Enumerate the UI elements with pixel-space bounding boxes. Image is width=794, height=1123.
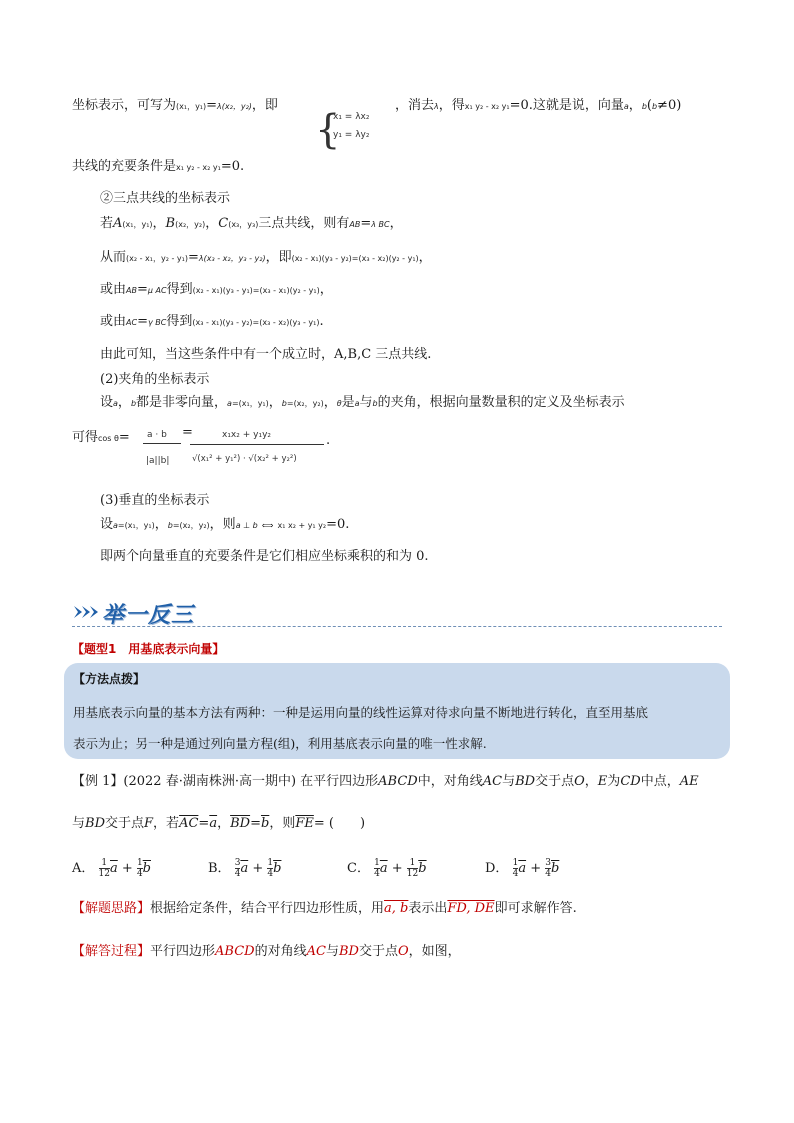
- vector-ac: $\overline{AC}$: [179, 816, 199, 831]
- text: ，: [389, 216, 403, 231]
- point-b: B: [165, 216, 176, 231]
- vector-a: a: [623, 102, 629, 111]
- math: x₁ y₂ - x₂ y₁: [176, 163, 221, 172]
- math: E: [597, 774, 608, 789]
- text: ，若: [153, 816, 180, 831]
- vector-b: b: [281, 399, 287, 408]
- text: =0.: [326, 517, 350, 532]
- subsection-title: ②三点共线的坐标表示: [100, 191, 231, 206]
- text: (: [646, 98, 652, 113]
- vector-b: b: [651, 102, 658, 111]
- vector-b: $\overline{b}$: [273, 861, 282, 876]
- text: =: [360, 216, 372, 231]
- text: =: [136, 282, 148, 297]
- text: ，: [117, 395, 131, 410]
- period: .: [326, 433, 331, 448]
- vector-a: $\overline{a}$: [379, 861, 388, 876]
- math: =(x₂，y₂): [172, 521, 210, 530]
- frac-num: 1: [409, 858, 416, 868]
- text: 与: [359, 395, 373, 410]
- math: (x₂ - x₁)(y₃ - y₂)=(x₃ - x₂)(y₂ - y₁): [291, 254, 419, 263]
- system-eq-2: y₁ = λy₂: [333, 130, 370, 140]
- math: BD: [85, 816, 105, 831]
- plus: +: [121, 861, 133, 876]
- equals: =: [182, 425, 193, 440]
- plus: +: [391, 861, 403, 876]
- text: ，即: [251, 98, 278, 113]
- text: 得到: [166, 282, 193, 297]
- text: = ( ): [313, 816, 366, 831]
- math: (x₁，y₁): [176, 102, 207, 111]
- text: 可得: [72, 430, 99, 445]
- vector-a: $\overline{a}$: [240, 861, 249, 876]
- text: =: [137, 314, 148, 329]
- option-label: A．: [72, 861, 95, 876]
- math: (x₃ - x₁)(y₃ - y₂)=(x₃ - x₂)(y₃ - y₁): [192, 318, 320, 327]
- text: 的对角线: [254, 944, 307, 959]
- math: BD: [515, 774, 536, 789]
- collinear-row-3: [100, 281, 333, 300]
- method-line-1: 用基底表示向量的基本方法有两种：一种是运用向量的线性运算对待求向量不断地进行转化，直至用基底: [73, 705, 649, 720]
- collinear-conclusion: 由此可知，当这些条件中有一个成立时，A,B,C 三点共线.: [100, 347, 432, 362]
- text: 或由: [100, 314, 127, 329]
- text: 交于点: [105, 816, 145, 831]
- para-collinear-line1b: ，消去λ，得x₁ y₂ - x₂ y₁=0.这就是说，向量a，b(b≠0): [395, 98, 682, 113]
- text: .: [319, 314, 324, 329]
- math: ABCD: [215, 944, 255, 959]
- fraction-2-bar: [190, 444, 324, 445]
- vector-b: b: [167, 521, 173, 530]
- math: O: [574, 774, 585, 789]
- plus: +: [530, 861, 542, 876]
- math: AC: [306, 944, 326, 959]
- section-banner: [72, 596, 722, 628]
- text: 与: [325, 944, 339, 959]
- frac-den: 4: [267, 869, 274, 879]
- vector-a: a: [227, 399, 232, 408]
- collinear-row-1: [100, 215, 403, 234]
- text: 中，对角线: [417, 774, 483, 789]
- text: 坐标表示，可写为: [72, 98, 177, 113]
- method-line-2: 表示为止；另一种是通过列向量方程(组)，利用基底表示向量的唯一性求解.: [73, 736, 487, 751]
- text: ，: [319, 282, 333, 297]
- frac-den: 12: [406, 869, 419, 879]
- frac-num: 1: [374, 858, 380, 868]
- text: 根据给定条件，结合平行四边形性质，用: [150, 901, 385, 916]
- text: ，: [154, 517, 168, 532]
- text: 设: [100, 395, 114, 410]
- option-label: D．: [485, 861, 509, 876]
- text: =: [118, 430, 130, 445]
- vector-a: a: [113, 399, 118, 408]
- math: =(x₁，y₁): [231, 399, 269, 408]
- text: =: [187, 250, 199, 265]
- text: 即可求解作答.: [494, 901, 577, 916]
- text: 三点共线，则有: [258, 216, 350, 231]
- vector-b: $\overline{b}$: [551, 861, 560, 876]
- math: a ⊥ b: [235, 521, 258, 530]
- math: a, b: [384, 901, 409, 916]
- vector-b: b: [372, 399, 378, 408]
- process-label: 【解答过程】: [72, 944, 151, 959]
- math: BD: [338, 944, 359, 959]
- text: ，消去: [395, 98, 435, 113]
- perp-line-1: [100, 516, 349, 535]
- para-collinear-line2: [72, 158, 244, 177]
- subsection-title: (3)垂直的坐标表示: [100, 493, 210, 508]
- math: =(x₁，y₁): [117, 521, 155, 530]
- text: 与: [502, 774, 516, 789]
- math: (x₂，y₂): [175, 220, 206, 229]
- vector-bc: λ BC: [371, 220, 390, 229]
- text: ，: [268, 395, 282, 410]
- text: 从而: [100, 250, 127, 265]
- vector-fe: $\overline{FE}$: [295, 816, 314, 831]
- text: 设: [100, 517, 114, 532]
- angle-line-1: [100, 394, 625, 413]
- fraction-1-denominator: |a||b|: [146, 456, 170, 466]
- math: (x₃，y₃): [228, 220, 259, 229]
- math: F: [144, 816, 154, 831]
- point-a: A: [113, 216, 123, 231]
- system-eq-1: x₁ = λx₂: [333, 112, 370, 122]
- text: 与: [72, 816, 86, 831]
- text: ，得: [438, 98, 465, 113]
- vector-a: $\overline{a}$: [209, 816, 218, 831]
- text: 共线的充要条件是: [72, 159, 177, 174]
- brace: {: [315, 107, 341, 153]
- text: 的夹角，根据向量数量积的定义及坐标表示: [377, 395, 625, 410]
- vector-a: a: [113, 521, 118, 530]
- frac-num: 1: [101, 858, 108, 868]
- math: λ(x₂，y₂): [217, 102, 252, 111]
- text: ，则: [209, 517, 236, 532]
- frac-den: 4: [512, 869, 519, 879]
- frac-den: 4: [545, 869, 551, 879]
- frac-den: 12: [98, 869, 110, 879]
- text: 是: [341, 395, 355, 410]
- idea-label: 【解题思路】: [72, 901, 151, 916]
- fraction-2-numerator: x₁x₂ + y₁y₂: [222, 430, 271, 440]
- option-a[interactable]: [72, 857, 151, 879]
- text: 或由: [100, 282, 127, 297]
- frac-den: 4: [136, 869, 143, 879]
- text: ，: [205, 216, 219, 231]
- text: ，: [584, 774, 598, 789]
- vector-ab: AB: [349, 220, 361, 229]
- frac-den: 4: [374, 869, 380, 879]
- math: =(x₂，y₂): [286, 399, 324, 408]
- fraction-1-numerator: a · b: [147, 430, 167, 440]
- vector-bd: $\overline{BD}$: [230, 816, 251, 831]
- text: ，: [217, 816, 231, 831]
- option-b[interactable]: [208, 857, 281, 879]
- text: 【例 1】(2022 春·湖南株洲·高一期中) 在平行四边形: [72, 774, 379, 789]
- collinear-row-4: [100, 313, 324, 332]
- frac-num: 1: [267, 858, 274, 868]
- text: =: [250, 816, 261, 831]
- math: FD, DE: [447, 901, 495, 916]
- text: ，: [323, 395, 337, 410]
- math: (x₁，y₁): [122, 220, 153, 229]
- option-c[interactable]: [347, 857, 427, 879]
- example-line-1: [72, 773, 699, 791]
- math: AE: [679, 774, 699, 789]
- text: ，即: [265, 250, 292, 265]
- method-title: 【方法点拨】: [73, 672, 146, 686]
- text: 得到: [166, 314, 193, 329]
- option-label: C．: [347, 861, 370, 876]
- math: (x₂ - x₁，y₂ - y₁): [126, 254, 188, 263]
- math: x₁ x₂ + y₁ y₂: [277, 521, 327, 530]
- math: CD: [620, 774, 641, 789]
- text: ，: [418, 250, 432, 265]
- text: 为: [607, 774, 621, 789]
- text: 交于点: [358, 944, 398, 959]
- math: O: [397, 944, 409, 959]
- math: (x₂ - x₁)(y₃ - y₁)=(x₃ - x₁)(y₂ - y₁): [192, 286, 320, 295]
- text: =: [206, 98, 218, 113]
- vector-ac: μ AC: [147, 286, 167, 295]
- vector-b: $\overline{b}$: [142, 861, 151, 876]
- option-label: B．: [208, 861, 231, 876]
- text: 交于点: [535, 774, 575, 789]
- perp-conclusion: 即两个向量垂直的充要条件是它们相应坐标乘积的和为 0.: [100, 549, 429, 564]
- vector-a: $\overline{a}$: [518, 861, 527, 876]
- fraction-1-bar: [143, 443, 181, 444]
- collinear-row-2: [100, 249, 432, 268]
- point-c: C: [218, 216, 229, 231]
- frac-num: 3: [234, 858, 241, 868]
- vector-a: a: [354, 399, 360, 408]
- vector-a: $\overline{a}$: [109, 861, 118, 876]
- vector-b: $\overline{b}$: [418, 861, 427, 876]
- solution-process: [72, 943, 461, 961]
- frac-den: 4: [234, 869, 241, 879]
- vector-bc: γ BC: [147, 318, 167, 327]
- text: ，则: [269, 816, 296, 831]
- text: =: [198, 816, 210, 831]
- text: ，: [152, 216, 166, 231]
- angle-formula-lead: [72, 429, 130, 448]
- para-collinear-line1: [72, 97, 278, 116]
- frac-num: 1: [512, 858, 519, 868]
- text: ，如图，: [408, 944, 461, 959]
- frac-num: 3: [545, 858, 551, 868]
- math: cos θ: [98, 434, 119, 443]
- theta: θ: [336, 399, 342, 408]
- math: ABCD: [378, 774, 418, 789]
- subsection-title: (2)夹角的坐标表示: [100, 372, 210, 387]
- math: λ: [434, 102, 439, 111]
- text: 都是非零向量，: [136, 395, 228, 410]
- vector-ac: AC: [126, 318, 138, 327]
- topic-heading: 【题型1 用基底表示向量】: [72, 642, 225, 656]
- vector-b: $\overline{b}$: [260, 816, 270, 831]
- text: =0.这就是说，向量: [509, 98, 624, 113]
- math: AC: [482, 774, 503, 789]
- fraction-2-denominator: √(x₁² + y₁²) · √(x₂² + y₂²): [192, 454, 297, 464]
- solution-idea: [72, 900, 577, 918]
- text: 平行四边形: [150, 944, 216, 959]
- iff-symbol: ⟺: [261, 521, 274, 530]
- vector-b: b: [130, 399, 137, 408]
- banner-title: 举一反三: [102, 603, 195, 628]
- text: 表示出: [408, 901, 448, 916]
- frac-num: 1: [136, 858, 143, 868]
- text: 若: [100, 216, 114, 231]
- text: =0.: [220, 159, 245, 174]
- plus: +: [252, 861, 264, 876]
- math: λ(x₃ - x₂，y₃ - y₂): [198, 254, 266, 263]
- vector-ab: AB: [126, 286, 137, 295]
- option-d[interactable]: [485, 857, 559, 879]
- example-line-2: [72, 815, 365, 833]
- text: 中点，: [640, 774, 680, 789]
- text: ≠0): [657, 98, 682, 113]
- banner-divider: [72, 626, 722, 627]
- vector-b: b: [641, 102, 647, 111]
- math: x₁ y₂ - x₂ y₁: [464, 102, 510, 111]
